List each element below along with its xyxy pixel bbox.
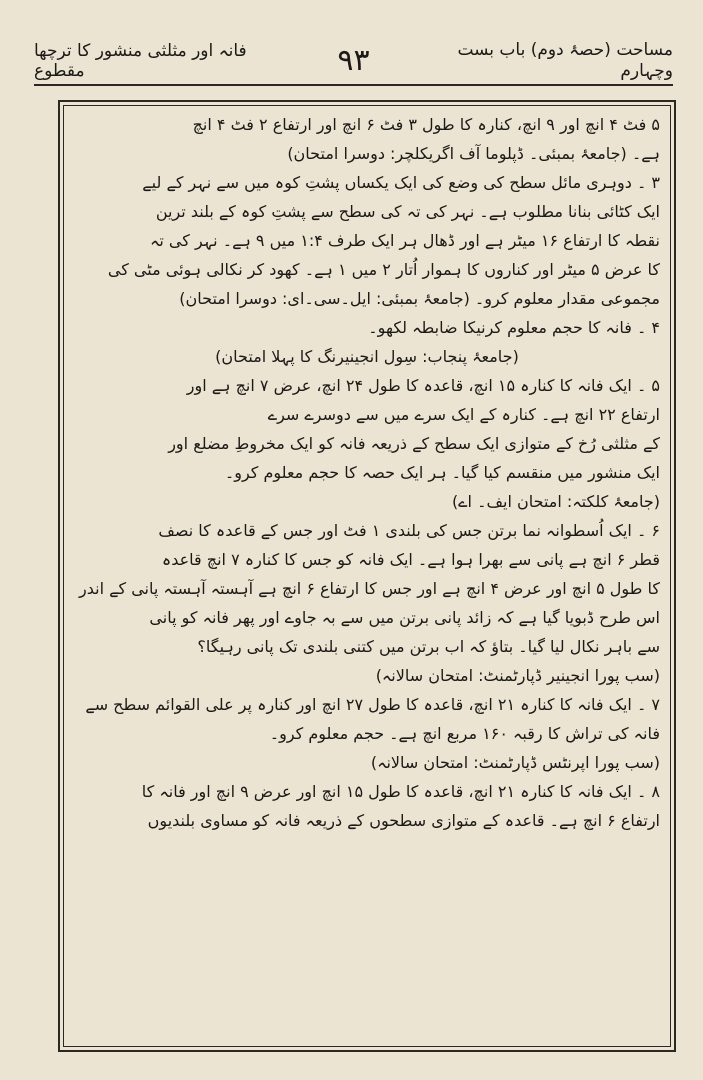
text-line: ۳ ۔ دوہری مائل سطح کی وضع کی ایک یکساں پشتِ کوہ میں سے نہر کے لیے bbox=[142, 173, 660, 192]
text-line: ارتفاع ۶ انچ ہے۔ قاعدہ کے متوازی سطحوں کے ذریعہ فانہ کو مساوی بلندیوں bbox=[147, 811, 660, 830]
text-line: نقطہ کا ارتفاع ۱۶ میٹر ہے اور ڈھال ہر ایک طرف ۱:۴ میں ۹ ہے۔ نہر کی تہ bbox=[150, 231, 660, 250]
text-line: (سب پورا اپرنٹس ڈپارٹمنٹ: امتحان سالانہ) bbox=[370, 753, 660, 772]
header-divider bbox=[34, 84, 673, 86]
text-line: ۵ فٹ ۴ انچ اور ۹ انچ، کنارہ کا طول ۳ فٹ ۶ انچ اور ارتفاع ۲ فٹ ۴ انچ bbox=[192, 115, 660, 134]
text-line: کے مثلثی رُخ کے متوازی ایک سطح کے ذریعہ فانہ کو ایک مخروطِ مضلع اور bbox=[168, 434, 660, 453]
text-line: (جامعۂ کلکتہ: امتحان ایف۔ اے) bbox=[451, 492, 660, 511]
text-line: ایک کٹائی بنانا مطلوب ہے۔ نہر کی تہ کی سطح سے پشتِ کوہ کے بلند ترین bbox=[155, 202, 660, 221]
text-line: اس طرح ڈبویا گیا ہے کہ زائد پانی برتن میں سے بہ جاوے اور پھر فانہ کو پانی bbox=[149, 608, 660, 627]
text-line: ہے۔ (جامعۂ بمبئی۔ ڈپلوما آف اگریکلچر: دوسرا امتحان) bbox=[287, 144, 660, 163]
text-line: فانہ کی تراش کا رقبہ ۱۶۰ مربع انچ ہے۔ حجم معلوم کرو۔ bbox=[269, 724, 660, 743]
text-line: ارتفاع ۲۲ انچ ہے۔ کنارہ کے ایک سرے میں سے دوسرے سرے bbox=[267, 405, 660, 424]
text-line: ۶ ۔ ایک اُسطوانہ نما برتن جس کی بلندی ۱ فٹ اور جس کے قاعدہ کا نصف bbox=[158, 521, 660, 540]
text-line: مجموعی مقدار معلوم کرو۔ (جامعۂ بمبئی: ایل۔سی۔ای: دوسرا امتحان) bbox=[179, 289, 660, 308]
text-line: کا عرض ۵ میٹر اور کناروں کا ہموار اُتار ۲ میں ۱ ہے۔ کھود کر نکالی ہوئی مٹی کی bbox=[107, 260, 660, 279]
text-line: ۴ ۔ فانہ کا حجم معلوم کرنیکا ضابطہ لکھو۔ bbox=[368, 318, 660, 337]
text-line: (سب پورا انجینیر ڈپارٹمنٹ: امتحان سالانہ) bbox=[375, 666, 660, 685]
text-line: ۷ ۔ ایک فانہ کا کنارہ ۲۱ انچ، قاعدہ کا طول ۲۷ انچ اور کنارہ پر علی القوائم سطح سے bbox=[85, 695, 660, 714]
text-line: سے باہر نکال لیا گیا۔ بتاؤ کہ اب برتن میں کتنی بلندی تک پانی رہیگا؟ bbox=[197, 637, 660, 656]
exercise-text bbox=[74, 110, 660, 1044]
text-line: ۸ ۔ ایک فانہ کا کنارہ ۲۱ انچ، قاعدہ کا طول ۱۵ انچ اور عرض ۹ انچ اور فانہ کا bbox=[141, 782, 660, 801]
chapter-title: مساحت (حصۂ دوم) باب بست وچہارم bbox=[457, 40, 673, 81]
page-header bbox=[34, 30, 673, 90]
section-title: فانہ اور مثلثی منشور کا ترچھا مقطوع bbox=[34, 40, 247, 81]
page-number: ۹۳ bbox=[337, 42, 370, 78]
text-line: ۵ ۔ ایک فانہ کا کنارہ ۱۵ انچ، قاعدہ کا طول ۲۴ انچ، عرض ۷ انچ ہے اور bbox=[186, 376, 660, 395]
text-line: کا طول ۵ انچ اور عرض ۴ انچ ہے اور جس کا ارتفاع ۶ انچ ہے آہستہ آہستہ پانی کے اندر bbox=[79, 579, 660, 598]
text-line: (جامعۂ پنجاب: سِول انجینیرنگ کا پہلا امتحان) bbox=[215, 347, 519, 366]
text-line: قطر ۶ انچ ہے پانی سے بھرا ہوا ہے۔ ایک فانہ کو جس کا کنارہ ۷ انچ قاعدہ bbox=[161, 550, 660, 569]
text-line: ایک منشور میں منقسم کیا گیا۔ ہر ایک حصہ کا حجم معلوم کرو۔ bbox=[224, 463, 660, 482]
